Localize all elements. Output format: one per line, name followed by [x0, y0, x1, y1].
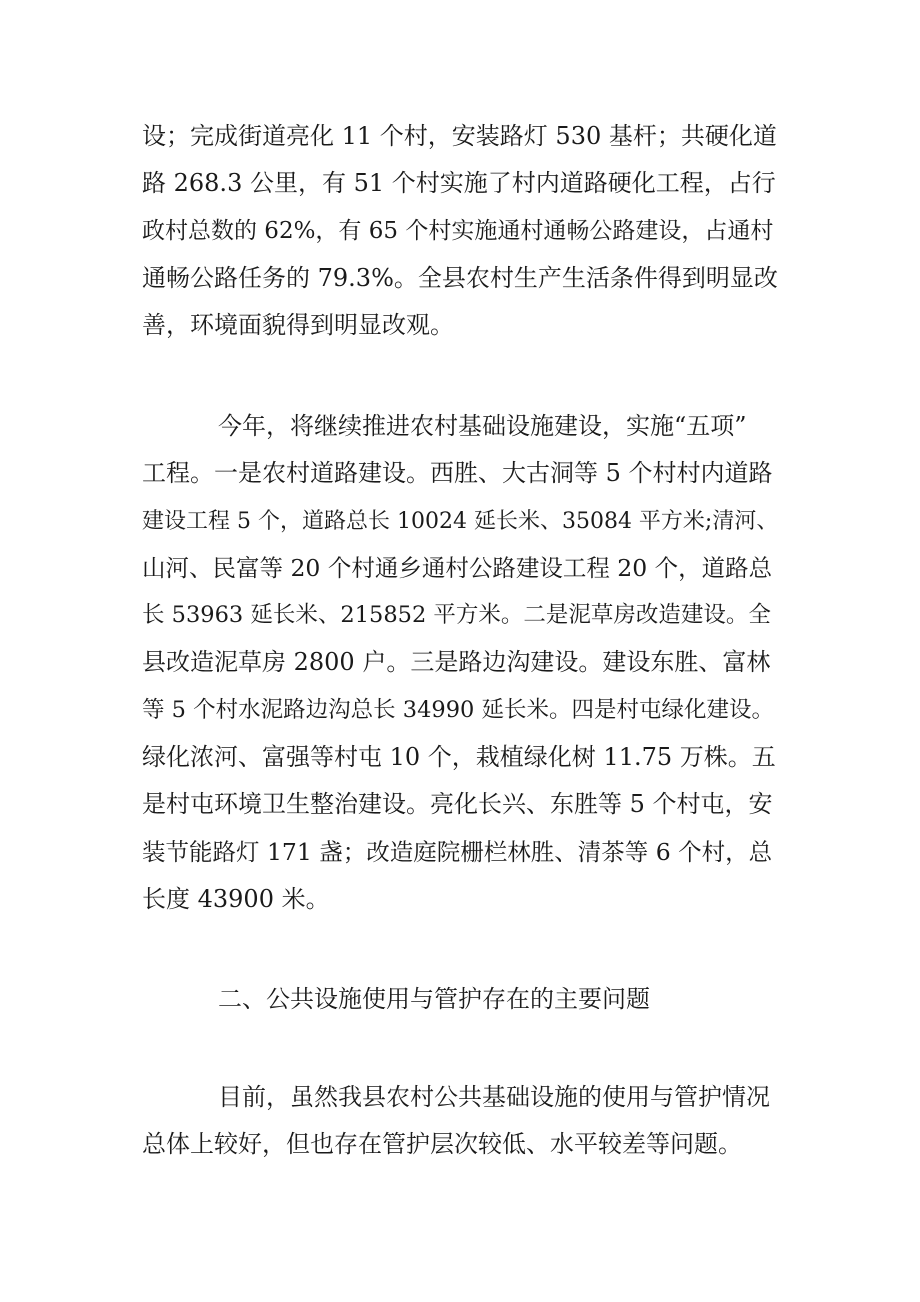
text-line: 设；完成街道亮化 11 个村，安装路灯 530 基杆；共硬化道	[142, 122, 777, 150]
text-line: 政村总数的 62%，有 65 个村实施通村通畅公路建设，占通村	[142, 217, 774, 244]
text-line: 工程。一是农村道路建设。西胜、大古洞等 5 个村村内道路	[142, 459, 773, 488]
text-line: 长度 43900 米。	[142, 884, 330, 913]
text-line: 路 268.3 公里，有 51 个村实施了村内道路硬化工程，占行	[142, 169, 776, 198]
text-line: 目前，虽然我县农村公共基础设施的使用与管护情况	[218, 1083, 770, 1111]
text-line: 总体上较好，但也存在管护层次较低、水平较差等问题。	[142, 1130, 742, 1159]
text-line: 善，环境面貌得到明显改观。	[142, 311, 454, 340]
paragraph-five-projects	[142, 403, 782, 923]
text-line: 装节能路灯 171 盏；改造庭院栅栏林胜、清茶等 6 个村，总	[142, 837, 773, 866]
text-line: 长 53963 延长米、215852 平方米。二是泥草房改造建设。全	[142, 602, 771, 629]
text-line: 山河、民富等 20 个村通乡通村公路建设工程 20 个，道路总	[142, 553, 773, 582]
section-heading	[142, 976, 782, 1023]
text-line: 今年，将继续推进农村基础设施建设，实施“五项”	[218, 412, 747, 440]
text-line: 是村屯环境卫生整治建设。亮化长兴、东胜等 5 个村屯，安	[142, 790, 773, 819]
paragraph-infrastructure-results	[142, 113, 782, 349]
text-line: 县改造泥草房 2800 户。三是路边沟建设。建设东胜、富林	[142, 648, 771, 677]
heading-line: 二、公共设施使用与管护存在的主要问题	[218, 985, 650, 1013]
paragraph-current-problems	[142, 1074, 782, 1169]
text-line: 等 5 个村水泥路边沟总长 34990 延长米。四是村屯绿化建设。	[142, 696, 775, 723]
text-line: 通畅公路任务的 79.3%。全县农村生产生活条件得到明显改	[142, 263, 778, 292]
text-line: 建设工程 5 个，道路总长 10024 延长米、35084 平方米;清河、	[142, 508, 779, 534]
text-line: 绿化浓河、富强等村屯 10 个，栽植绿化树 11.75 万株。五	[142, 743, 776, 772]
